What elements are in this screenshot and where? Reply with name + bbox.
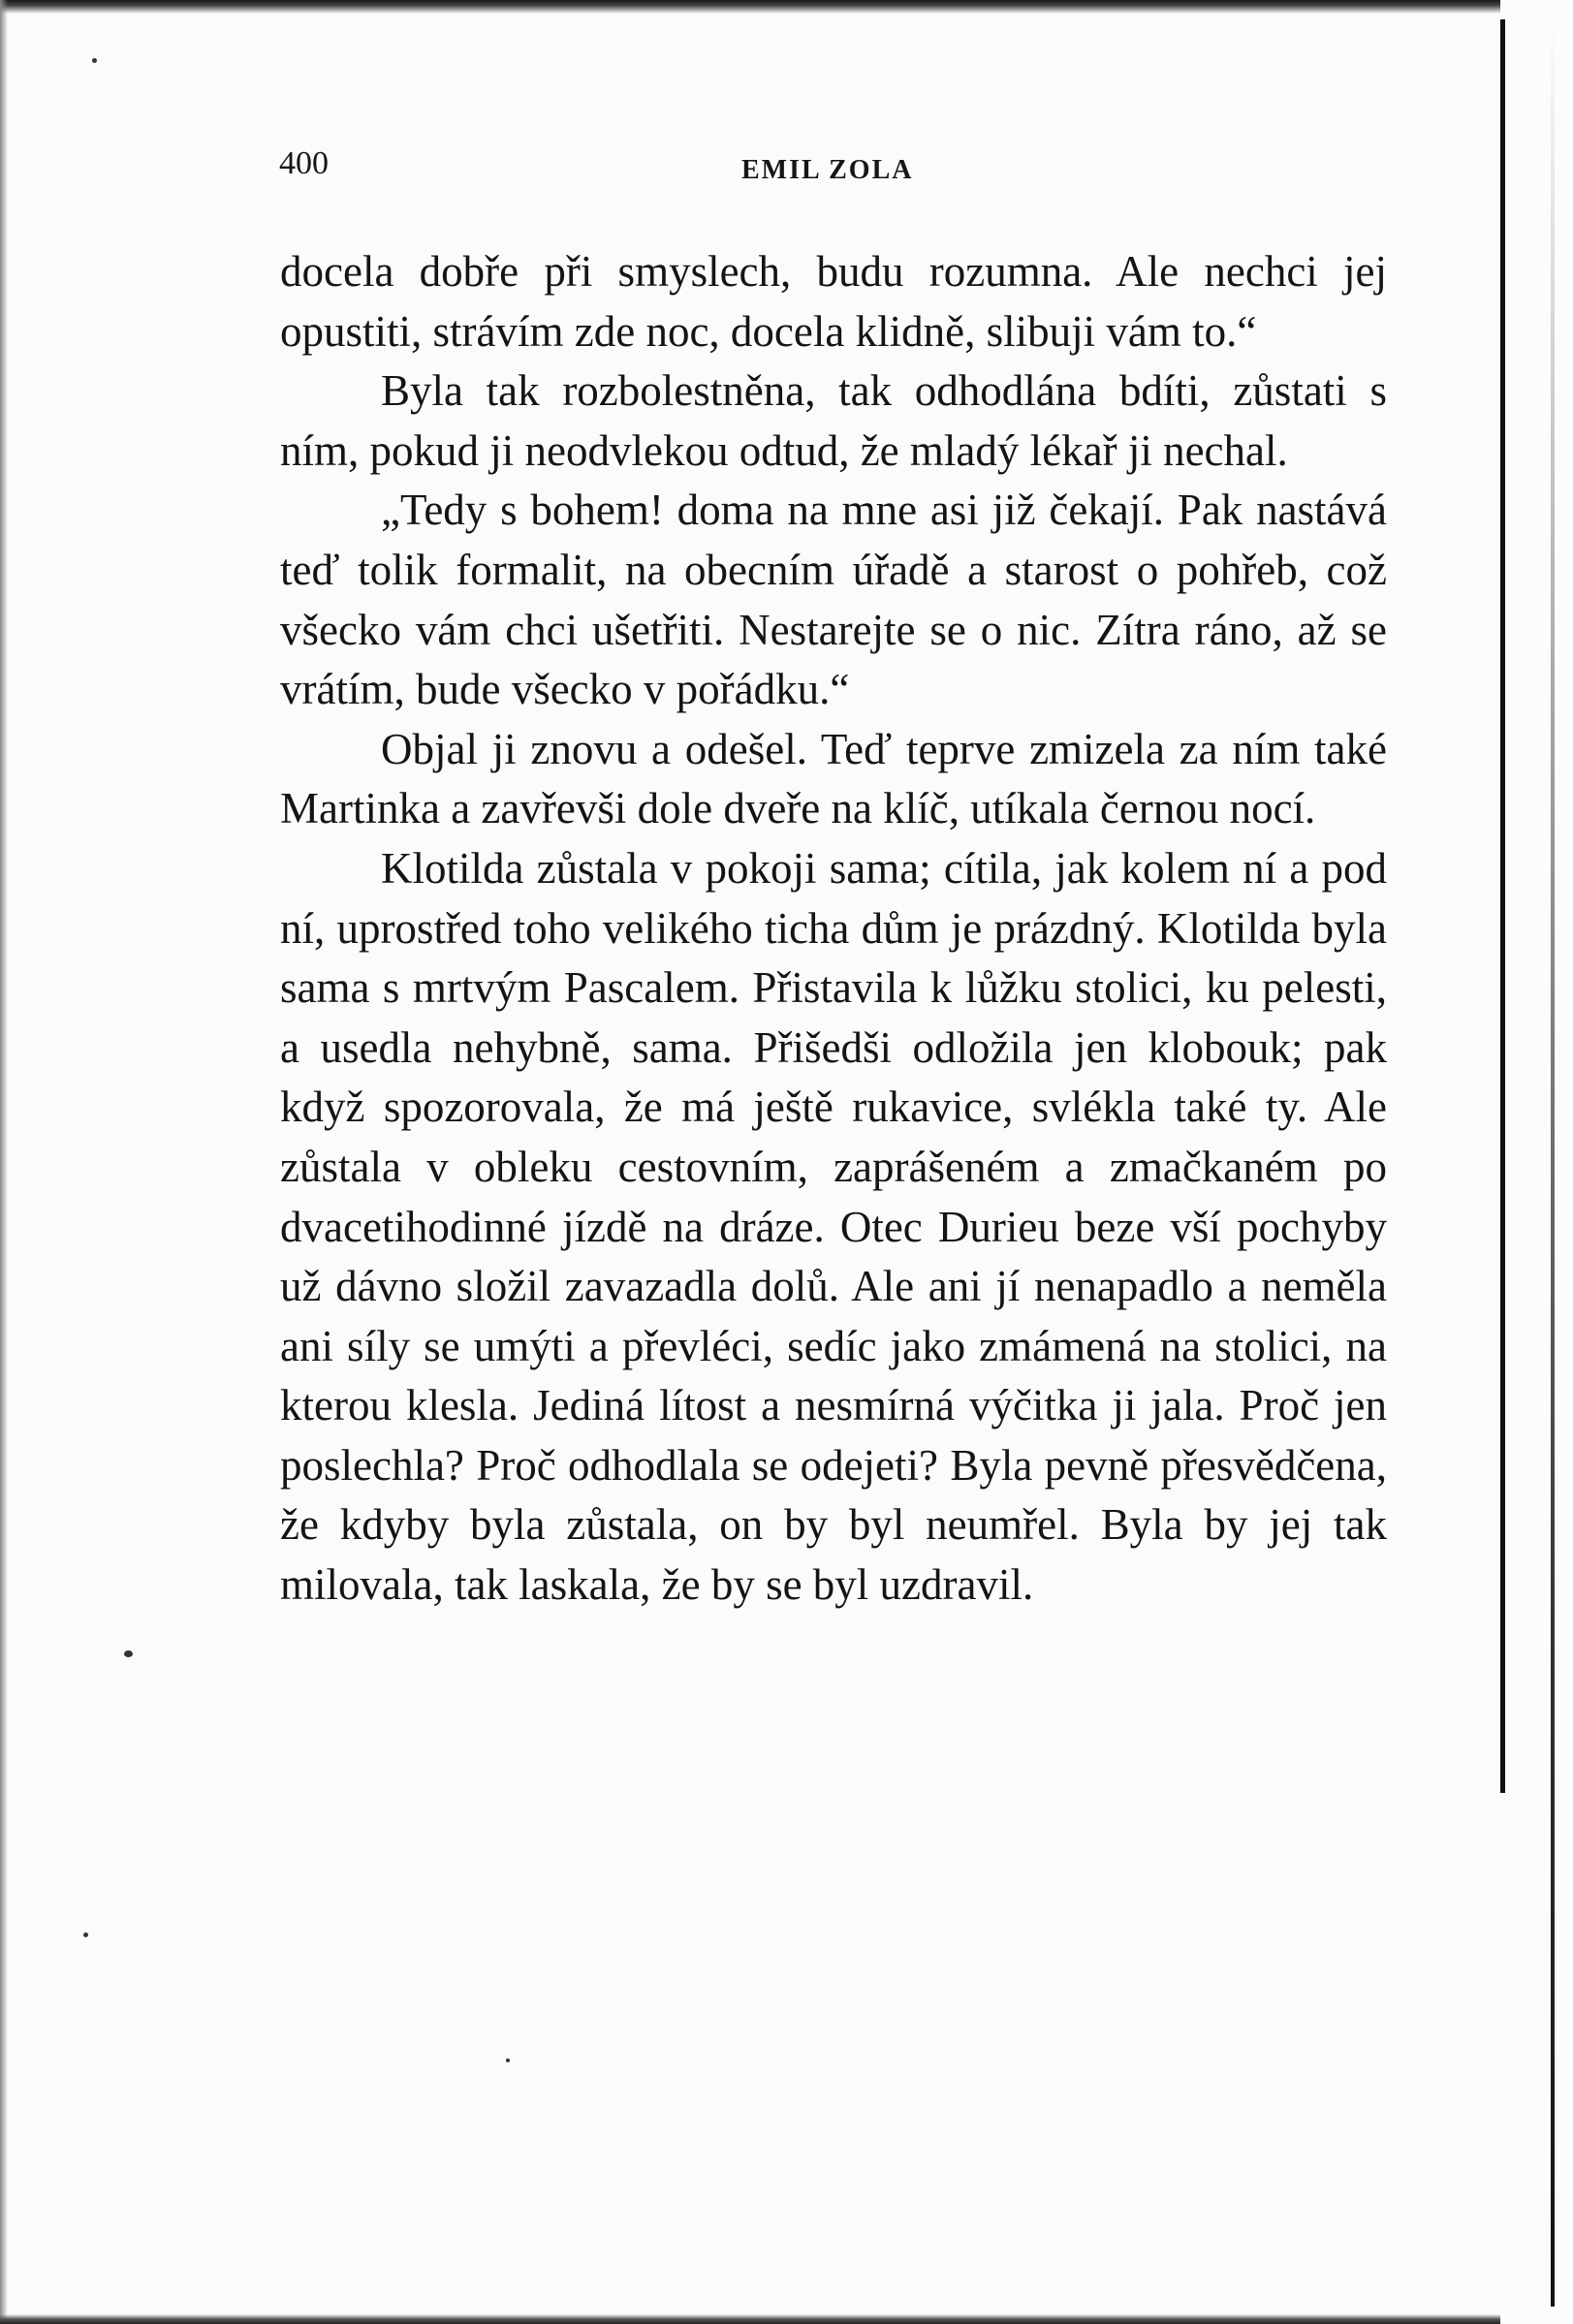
body-text	[280, 242, 1387, 1616]
scan-edge-left	[0, 0, 8, 2324]
paragraph-3: „Tedy s bohem! doma na mne asi již čekají. Pak nastává teď tolik formalit, na obecním úřadě a starost o pohřeb, což všecko vám chci ušetřiti. Nestarejte se o nic. Zítra ráno, až se vrátím, bude všecko v pořádku.“	[280, 486, 1387, 714]
paragraph-4: Objal ji znovu a odešel. Teď teprve zmizela za ním také Martinka a zavřevši dole dveře na klíč, utíkala černou nocí.	[280, 724, 1387, 833]
scan-edge-right	[1500, 0, 1573, 2324]
scan-speck	[124, 1650, 133, 1657]
page-fold-line	[1500, 19, 1505, 1793]
scan-edge-bottom	[0, 2314, 1573, 2324]
running-head-author: EMIL ZOLA	[741, 155, 914, 185]
page-binding-shadow	[1551, 19, 1555, 2307]
scan-speck	[83, 1932, 88, 1937]
scan-speck	[92, 58, 97, 63]
running-head	[0, 145, 1573, 194]
scan-speck	[506, 2058, 510, 2062]
page-number: 400	[279, 145, 329, 181]
paragraph-2: Byla tak rozbolestněna, tak odhodlána bdíti, zůstati s ním, pokud ji neodvlekou odtud, že mladý lékař ji nechal.	[280, 366, 1387, 475]
scan-edge-top	[0, 0, 1573, 14]
paragraph-5: Klotilda zůstala v pokoji sama; cítila, jak kolem ní a pod ní, uprostřed toho velikého ticha dům je prázdný. Klotilda byla sama s mrtvým Pascalem. Přistavila k lůžku stolici, ku pelesti, a usedla nehybně, sama. Přišedši odložila jen klobouk; pak když spozorovala, že má ještě rukavice, svlékla také ty. Ale zůstala v obleku cestovním, zaprášeném a zmačkaném po dvacetihodinné jízdě na dráze. Otec Durieu beze vší pochyby už dávno složil zavazadla dolů. Ale ani jí nenapadlo a neměla ani síly se umýti a převléci, sedíc jako zmámená na stolici, na kterou klesla. Jediná lítost a nesmírná výčitka ji jala. Proč jen poslechla? Proč odhodlala se odejeti? Byla pevně přesvědčena, že kdyby byla zůstala, on by byl neumřel. Byla by jej tak milovala, tak laskala, že by se byl uzdravil.	[280, 843, 1387, 1610]
paragraph-1: docela dobře při smyslech, budu rozumna. Ale nechci jej opustiti, strávím zde noc, docela klidně, slibuji vám to.“	[280, 247, 1387, 356]
